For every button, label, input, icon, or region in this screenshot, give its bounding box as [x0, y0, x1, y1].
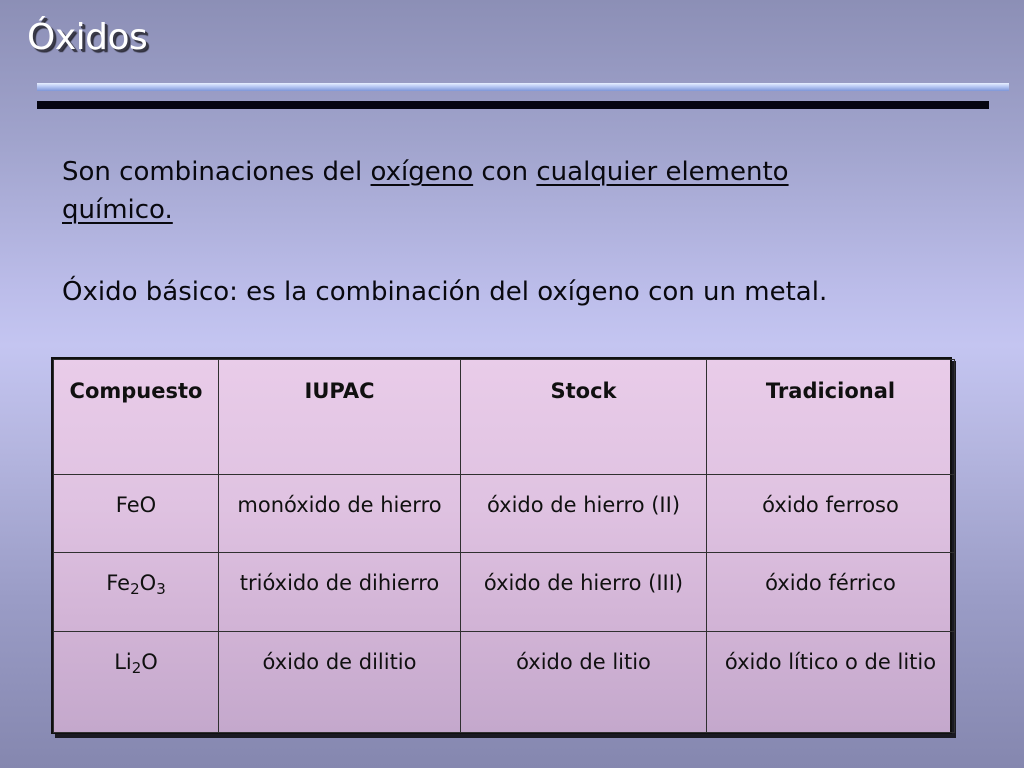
definition-text-2: con [473, 157, 537, 187]
table-row [54, 632, 955, 733]
cell-iupac: monóxido de hierro [219, 475, 461, 553]
definition-paragraph [62, 153, 892, 229]
oxides-table [51, 357, 952, 734]
formula-subscript: 2 [130, 580, 140, 598]
formula-part: FeO [115, 493, 157, 517]
basic-oxide-paragraph: Óxido básico: es la combinación del oxígeno con un metal. [62, 277, 828, 307]
cell-compuesto [54, 632, 219, 733]
cell-iupac: óxido de dilitio [219, 632, 461, 733]
cell-tradicional: óxido férrico [707, 553, 955, 632]
cell-stock: óxido de hierro (II) [461, 475, 707, 553]
header-tradicional: Tradicional [707, 360, 955, 475]
cell-stock: óxido de litio [461, 632, 707, 733]
table-row [54, 475, 955, 553]
formula-part: O [141, 650, 158, 674]
cell-compuesto [54, 553, 219, 632]
header-compuesto: Compuesto [54, 360, 219, 475]
cell-tradicional: óxido ferroso [707, 475, 955, 553]
cell-stock: óxido de hierro (III) [461, 553, 707, 632]
title-rule-light [37, 83, 1009, 91]
slide-title: Óxidos [27, 17, 148, 58]
definition-text-1: Son combinaciones del [62, 157, 371, 187]
cell-iupac: trióxido de dihierro [219, 553, 461, 632]
element-link[interactable]: cualquier elemento químico. [62, 157, 789, 225]
header-iupac: IUPAC [219, 360, 461, 475]
formula-subscript: 2 [131, 659, 142, 677]
formula-part: Fe [106, 571, 131, 595]
title-rule-dark [37, 101, 989, 109]
header-stock: Stock [461, 360, 707, 475]
cell-compuesto [54, 475, 219, 553]
table-header-row [54, 360, 955, 475]
formula-subscript: 3 [156, 580, 166, 598]
formula-part: O [139, 571, 157, 595]
formula-part: Li [114, 650, 132, 674]
oxygen-link[interactable]: oxígeno [370, 157, 474, 187]
table-row [54, 553, 955, 632]
cell-tradicional: óxido lítico o de litio [707, 632, 955, 733]
